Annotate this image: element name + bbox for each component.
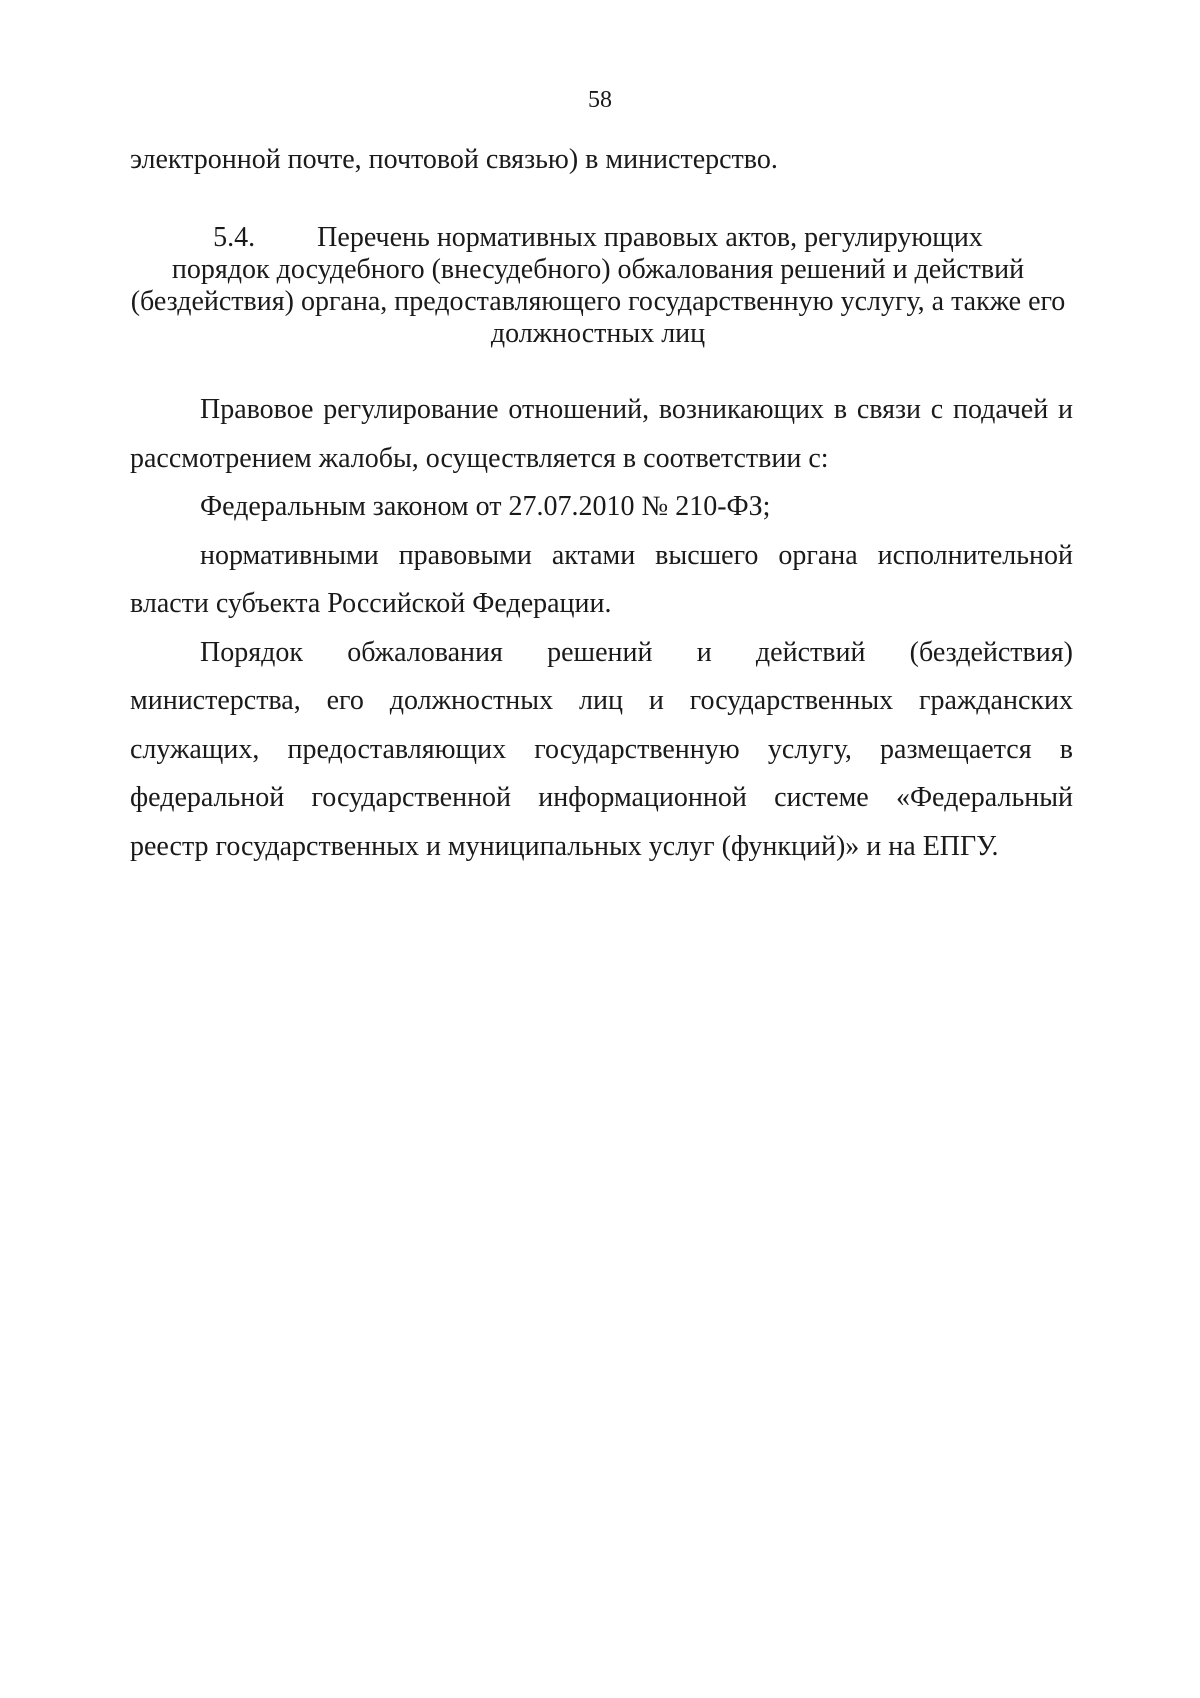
paragraph-line	[130, 677, 1073, 726]
section-number: 5.4.	[213, 222, 256, 253]
word: услугу,	[767, 733, 852, 765]
word: государственную	[534, 733, 740, 765]
word: правовыми	[398, 539, 532, 571]
paragraph-line: реестр государственных и муниципальных услуг (функций)» и на ЕПГУ.	[130, 830, 999, 862]
word: системе	[774, 782, 869, 813]
paragraph-normative-acts	[130, 532, 1073, 629]
word: с	[930, 394, 944, 425]
word: возникающих	[658, 394, 825, 425]
word: высшего	[655, 539, 759, 571]
word: служащих,	[130, 733, 260, 765]
body-text	[130, 386, 1073, 871]
section-heading-first-row	[118, 222, 1078, 254]
word: лиц	[579, 685, 623, 716]
paragraph-line	[130, 629, 1073, 678]
word: регулирование	[323, 394, 499, 425]
word: нормативными	[200, 539, 379, 571]
word: информационной	[538, 782, 747, 813]
word: и	[1057, 394, 1073, 425]
word: должностных	[389, 685, 554, 716]
word: связи	[856, 394, 922, 425]
word: решений	[547, 636, 653, 668]
word: в	[1059, 733, 1073, 765]
section-title-line-3: (бездействия) органа, предоставляющего государственную услугу, а также его	[130, 286, 1066, 317]
word: государственных	[689, 685, 894, 716]
word: органа	[778, 539, 858, 571]
section-title-line-2: порядок досудебного (внесудебного) обжалования решений и действий	[171, 254, 1025, 285]
paragraph-line: рассмотрением жалобы, осуществляется в соответствии с:	[130, 442, 829, 474]
paragraph-line: власти субъекта Российской Федерации.	[130, 588, 612, 619]
paragraph-federal-law	[130, 483, 1073, 532]
word: отношений,	[508, 394, 650, 425]
word: федеральной	[130, 782, 285, 813]
word: государственной	[311, 782, 512, 813]
word: «Федеральный	[895, 782, 1073, 813]
continuation-line: электронной почте, почтовой связью) в министерство.	[130, 144, 778, 175]
word: обжалования	[347, 636, 503, 668]
word: размещается	[880, 733, 1032, 765]
section-title-line-1: Перечень нормативных правовых актов, регулирующих	[317, 222, 983, 253]
word: Правовое	[200, 394, 314, 425]
word: действий	[755, 636, 866, 668]
paragraph-line	[130, 774, 1073, 823]
word: министерства,	[130, 685, 301, 716]
section-title-line-4: должностных лиц	[490, 318, 706, 349]
word: гражданских	[919, 685, 1073, 716]
word: в	[833, 394, 848, 425]
page-number: 58	[588, 87, 612, 113]
word: подачей	[952, 394, 1049, 425]
word: актами	[551, 539, 636, 571]
paragraph-line	[130, 726, 1073, 775]
word: исполнительной	[877, 539, 1073, 571]
word: и	[696, 636, 712, 668]
paragraph-legal-regulation	[130, 386, 1073, 483]
word: его	[326, 685, 364, 716]
paragraph-line: Федеральным законом от 27.07.2010 № 210-ФЗ;	[200, 491, 771, 522]
paragraph-line	[130, 532, 1073, 581]
word: и	[648, 685, 664, 716]
word: предоставляющих	[287, 733, 507, 765]
word: Порядок	[200, 636, 303, 668]
paragraph-line	[130, 386, 1073, 435]
paragraph-appeal-procedure	[130, 629, 1073, 872]
section-heading	[118, 222, 1078, 350]
word: (бездействия)	[909, 636, 1073, 668]
